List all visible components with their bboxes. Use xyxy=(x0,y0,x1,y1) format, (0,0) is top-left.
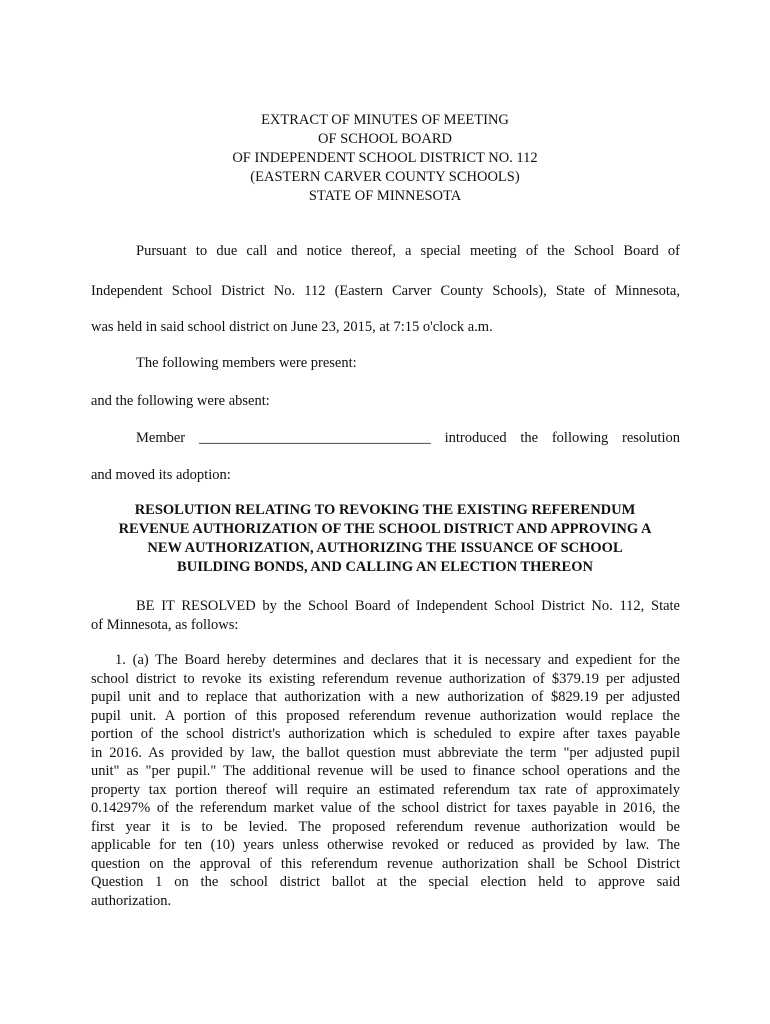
heading-line: (EASTERN CARVER COUNTY SCHOOLS) xyxy=(250,169,520,185)
section-1-line: applicable for ten (10) years unless otherwise revoked or reduced as provided by law. The xyxy=(91,837,680,853)
section-1-line: 0.14297% of the referendum market value of the school district for taxes payable in 2016, the xyxy=(91,800,680,816)
intro-paragraph-2 xyxy=(91,282,680,301)
present-line: The following members were present: xyxy=(136,355,357,371)
document-heading xyxy=(0,111,770,206)
resolution-title-line: BUILDING BONDS, AND CALLING AN ELECTION THEREON xyxy=(177,559,593,575)
section-1-paragraph xyxy=(91,651,680,910)
section-1-line: portion of the school district's authorization which is scheduled to expire after taxes payable xyxy=(91,726,680,742)
section-1-line: school district to revoke its existing referendum revenue authorization of $379.19 per adjusted xyxy=(91,670,680,687)
section-1-line: 1. (a) The Board hereby determines and declares that it is necessary and expedient for the xyxy=(115,652,680,668)
member-paragraph-2 xyxy=(91,466,680,485)
intro-paragraph xyxy=(91,242,680,261)
intro-paragraph-3 xyxy=(91,318,680,337)
intro-line: Independent School District No. 112 (Eastern Carver County Schools), State of Minnesota, xyxy=(91,283,680,299)
absent-text xyxy=(91,392,680,411)
member-line: and moved its adoption: xyxy=(91,467,231,483)
section-1-line: pupil unit and to replace that authorization with a new authorization of $829.19 per adjusted xyxy=(91,689,680,705)
section-1-line: first year it is to be levied. The proposed referendum revenue authorization would be xyxy=(91,818,680,835)
heading-line: EXTRACT OF MINUTES OF MEETING xyxy=(261,112,509,128)
section-1-line: unit" as "per pupil." The additional revenue will be used to finance school operations and the xyxy=(91,763,680,779)
present-text xyxy=(91,354,680,373)
heading-line: STATE OF MINNESOTA xyxy=(308,188,462,204)
section-1-line: pupil unit. A portion of this proposed referendum revenue authorization would replace the xyxy=(91,707,680,724)
section-1-line: authorization. xyxy=(91,892,172,909)
member-line: Member ________________________________ introduced the following resolution xyxy=(136,430,680,446)
resolution-title xyxy=(0,501,770,577)
resolved-paragraph xyxy=(91,597,680,635)
resolution-title-line: RESOLUTION RELATING TO REVOKING THE EXISTING REFERENDUM xyxy=(134,502,636,518)
section-1-line: Question 1 on the school district ballot at the special election held to approve said xyxy=(91,874,680,890)
member-paragraph xyxy=(91,429,680,448)
resolution-title-line: REVENUE AUTHORIZATION OF THE SCHOOL DISTRICT AND APPROVING A xyxy=(118,521,652,537)
heading-line: OF INDEPENDENT SCHOOL DISTRICT NO. 112 xyxy=(232,150,538,166)
intro-line: Pursuant to due call and notice thereof, a special meeting of the School Board of xyxy=(136,243,680,259)
absent-line: and the following were absent: xyxy=(91,393,270,409)
intro-line: was held in said school district on June 23, 2015, at 7:15 o'clock a.m. xyxy=(91,319,493,335)
heading-line: OF SCHOOL BOARD xyxy=(317,131,452,147)
section-1-line: property tax portion thereof will require an estimated referendum tax rate of approximately xyxy=(91,781,680,798)
section-1-line: question on the approval of this referendum revenue authorization shall be School District xyxy=(91,855,680,872)
resolved-line: of Minnesota, as follows: xyxy=(91,617,239,633)
resolved-line: BE IT RESOLVED by the School Board of Independent School District No. 112, State xyxy=(136,598,680,614)
resolution-title-line: NEW AUTHORIZATION, AUTHORIZING THE ISSUANCE OF SCHOOL xyxy=(147,540,623,556)
section-1-line: in 2016. As provided by law, the ballot question must abbreviate the term "per adjusted pupil xyxy=(91,744,680,761)
